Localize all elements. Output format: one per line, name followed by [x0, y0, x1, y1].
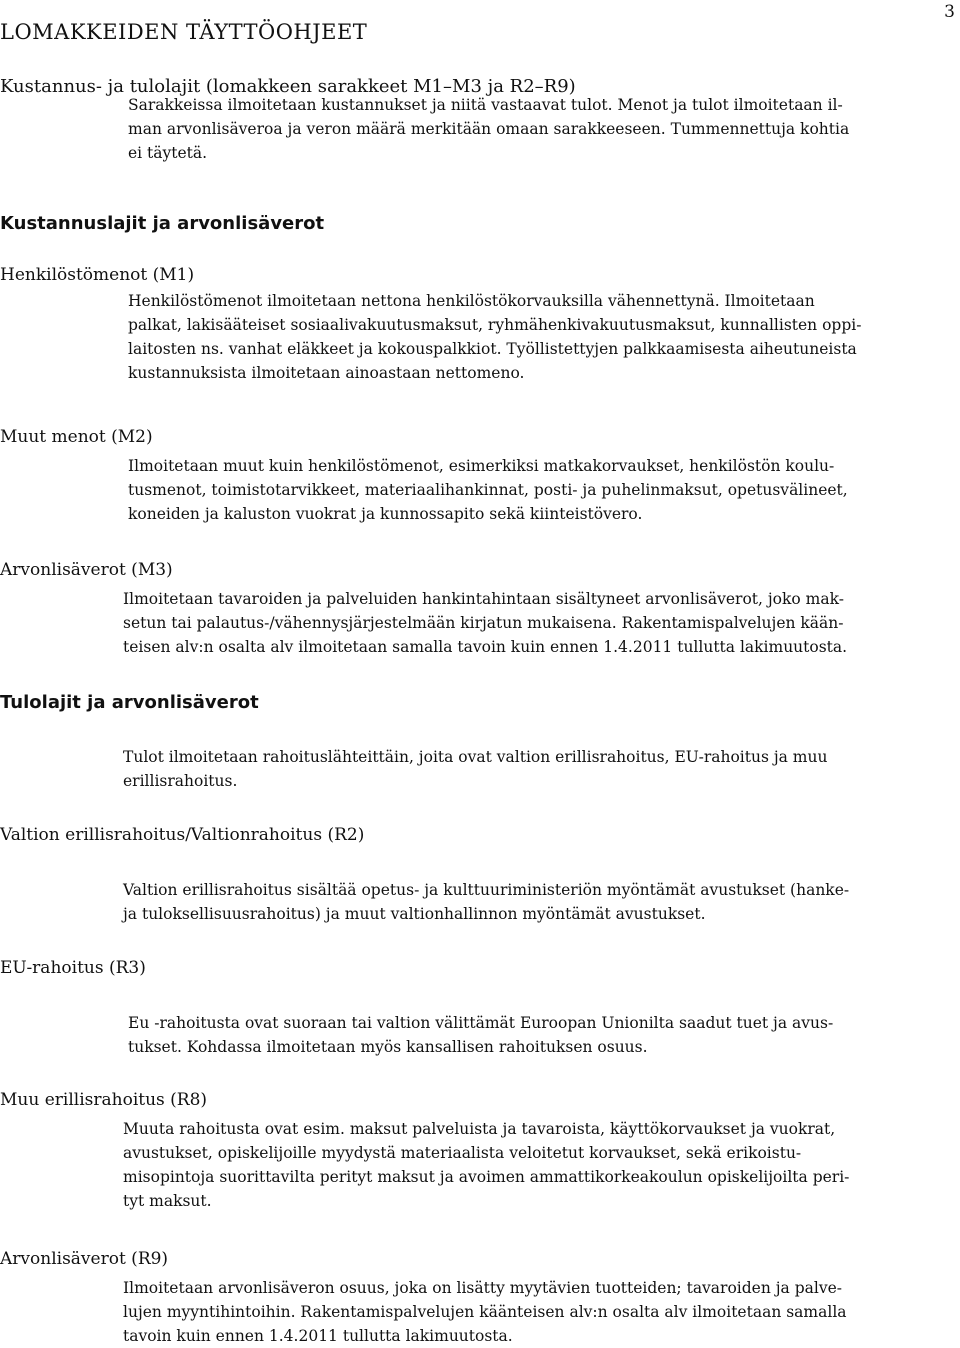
paragraph-line: tavoin kuin ennen 1.4.2011 tullutta lakimuutosta. — [123, 1327, 513, 1345]
paragraph-line: lujen myyntihintoihin. Rakentamispalvelujen käänteisen alv:n osalta alv ilmoitetaan samalla — [123, 1303, 847, 1321]
income-heading: Tulolajit ja arvonlisäverot — [0, 692, 259, 713]
paragraph-line: Sarakkeissa ilmoitetaan kustannukset ja niitä vastaavat tulot. Menot ja tulot ilmoitetaan il- — [128, 96, 843, 114]
intro-paragraph — [128, 93, 849, 165]
page-title: LOMAKKEIDEN TÄYTTÖOHJEET — [0, 20, 368, 44]
m2-heading: Muut menot (M2) — [0, 427, 153, 447]
page-number: 3 — [944, 2, 955, 22]
paragraph-line: tusmenot, toimistotarvikkeet, materiaalihankinnat, posti- ja puhelinmaksut, opetusvälineet, — [128, 481, 848, 499]
paragraph-line: laitosten ns. vanhat eläkkeet ja kokouspalkkiot. Työllistettyjen palkkaamisesta aiheutuneista — [128, 340, 857, 358]
paragraph-line: teisen alv:n osalta alv ilmoitetaan samalla tavoin kuin ennen 1.4.2011 tullutta lakimuutosta. — [123, 638, 848, 656]
costs-heading: Kustannuslajit ja arvonlisäverot — [0, 213, 325, 234]
paragraph-line: koneiden ja kaluston vuokrat ja kunnossapito sekä kiinteistövero. — [128, 505, 643, 523]
intro-heading: Kustannus- ja tulolajit (lomakkeen sarakkeet M1–M3 ja R2–R9) — [0, 76, 576, 97]
r2-heading: Valtion erillisrahoitus/Valtionrahoitus (R2) — [0, 825, 365, 845]
paragraph-line: Ilmoitetaan muut kuin henkilöstömenot, esimerkiksi matkakorvaukset, henkilöstön koulu- — [128, 457, 835, 475]
r2-paragraph — [123, 878, 849, 926]
paragraph-line: tyt maksut. — [123, 1192, 212, 1210]
m1-paragraph — [128, 289, 861, 385]
r9-heading: Arvonlisäverot (R9) — [0, 1249, 169, 1269]
r9-paragraph — [123, 1276, 847, 1348]
income-paragraph — [123, 745, 827, 793]
r8-heading: Muu erillisrahoitus (R8) — [0, 1090, 208, 1110]
r8-paragraph — [123, 1117, 849, 1213]
paragraph-line: Muuta rahoitusta ovat esim. maksut palveluista ja tavaroista, käyttökorvaukset ja vuokrat, — [123, 1120, 836, 1138]
r3-paragraph — [128, 1011, 833, 1059]
paragraph-line: Valtion erillisrahoitus sisältää opetus- ja kulttuuriministeriön myöntämät avustukset (hanke- — [123, 881, 850, 899]
paragraph-line: avustukset, opiskelijoille myydystä materiaalista veloitetut korvaukset, sekä erikoistu- — [123, 1144, 802, 1162]
paragraph-line: erillisrahoitus. — [123, 772, 238, 790]
m3-heading: Arvonlisäverot (M3) — [0, 560, 173, 580]
paragraph-line: misopintoja suorittavilta perityt maksut ja avoimen ammattikorkeakoulun opiskelijoilta peri- — [123, 1168, 850, 1186]
paragraph-line: setun tai palautus-/vähennysjärjestelmään kirjatun mukaisena. Rakentamispalvelujen kään- — [123, 614, 844, 632]
paragraph-line: Ilmoitetaan tavaroiden ja palveluiden hankintahintaan sisältyneet arvonlisäverot, joko mak- — [123, 590, 844, 608]
paragraph-line: man arvonlisäveroa ja veron määrä merkitään omaan sarakkeeseen. Tummennettuja kohtia — [128, 120, 850, 138]
paragraph-line: ja tuloksellisuusrahoitus) ja muut valtionhallinnon myöntämät avustukset. — [123, 905, 706, 923]
paragraph-line: ei täytetä. — [128, 144, 208, 162]
paragraph-line: kustannuksista ilmoitetaan ainoastaan nettomeno. — [128, 364, 525, 382]
m1-heading: Henkilöstömenot (M1) — [0, 265, 195, 285]
paragraph-line: Eu -rahoitusta ovat suoraan tai valtion välittämät Euroopan Unionilta saadut tuet ja avus- — [128, 1014, 834, 1032]
paragraph-line: palkat, lakisääteiset sosiaalivakuutusmaksut, ryhmähenkivakuutusmaksut, kunnallisten oppi- — [128, 316, 862, 334]
r3-heading: EU-rahoitus (R3) — [0, 958, 146, 978]
paragraph-line: Ilmoitetaan arvonlisäveron osuus, joka on lisätty myytävien tuotteiden; tavaroiden ja palve- — [123, 1279, 843, 1297]
m2-paragraph — [128, 454, 848, 526]
paragraph-line: Henkilöstömenot ilmoitetaan nettona henkilöstökorvauksilla vähennettynä. Ilmoitetaan — [128, 292, 815, 310]
m3-paragraph — [123, 587, 847, 659]
paragraph-line: Tulot ilmoitetaan rahoituslähteittäin, joita ovat valtion erillisrahoitus, EU-rahoitus ja muu — [123, 748, 828, 766]
paragraph-line: tukset. Kohdassa ilmoitetaan myös kansallisen rahoituksen osuus. — [128, 1038, 648, 1056]
